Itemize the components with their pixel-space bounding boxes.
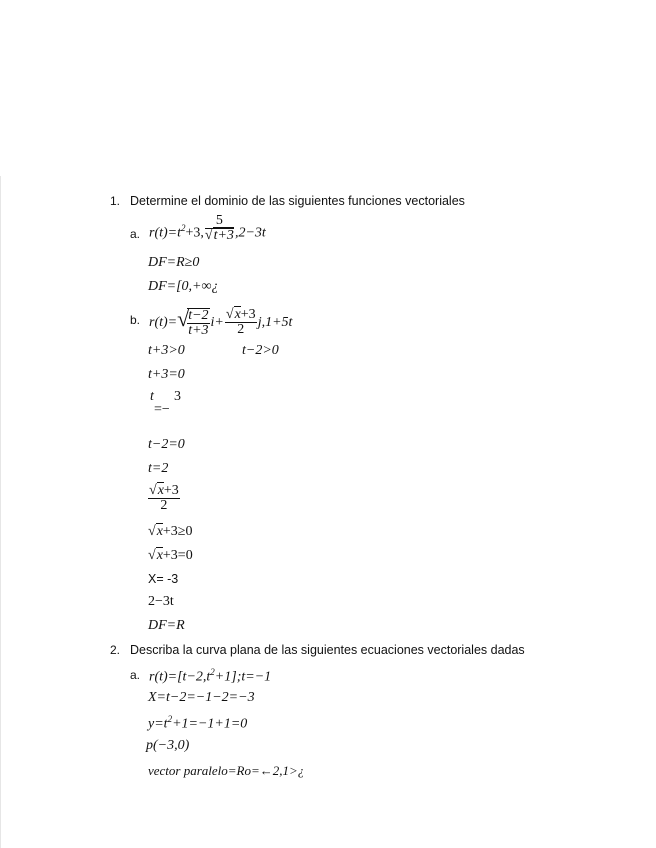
step-2a-4: vector paralelo=Ro=←2,1>¿ [148, 763, 305, 778]
step-2a-2-exp: 2 [167, 714, 173, 724]
fraction-1b-second-denominator: 2 [237, 322, 245, 338]
sqrt-symbol: √ [177, 306, 190, 331]
function-2a-tail: +1];t=−1 [214, 669, 272, 685]
step-1b-3-three: 3 [174, 389, 181, 404]
item-1a [130, 212, 430, 252]
function-1a-head: r(t)=t [149, 225, 181, 241]
page-edge [0, 176, 1, 848]
step-2a-2-tail: +1=−1+1=0 [172, 716, 248, 732]
fraction-step-1b-6-numerator: √x+3 [149, 483, 179, 498]
function-2a-head: r(t)=[t−2,t [149, 669, 211, 685]
function-1a-tail: ,2−3t [234, 225, 266, 241]
function-2a [149, 667, 271, 686]
step-1b-9: X= -3 [148, 572, 179, 586]
step-1b-1-left [148, 343, 185, 359]
step-2a-2-head: y=t [148, 716, 168, 732]
function-1b-tail: j,1+5t [257, 315, 293, 330]
item-1b-label: b. [130, 313, 141, 327]
step-2a-2 [148, 714, 247, 733]
function-1b-i: i+ [210, 315, 224, 330]
function-1a-exp: 2 [181, 223, 186, 233]
step-1b-4: t−2=0 [148, 437, 185, 452]
fraction-1a-numerator: 5 [205, 214, 234, 229]
fraction-1b-second-radicand: x [234, 307, 241, 323]
step-1b-1-left-text: t+3>0 [148, 343, 185, 358]
step-1b-8-radicand: x [156, 548, 163, 563]
function-1b-head: r(t)= [149, 315, 178, 330]
function-1a [149, 212, 266, 243]
function-2a-exp: 2 [210, 667, 215, 677]
item-2a-label: a. [130, 668, 141, 682]
step-1b-11: DF=R [148, 618, 185, 633]
step-1b-2: t+3=0 [148, 367, 185, 382]
function-1b [149, 306, 292, 338]
step-1b-3-t: t [150, 389, 154, 404]
fraction-step-1b-6-radicand: x [157, 483, 164, 498]
question-1-text: Determine el dominio de las siguientes funciones vectoriales [130, 194, 465, 208]
item-1a-label: a. [130, 227, 141, 241]
function-1a-mid: +3, [185, 225, 204, 241]
fraction-1a-radicand: t+3 [213, 227, 234, 243]
step-1b-3-equals: =− [154, 402, 170, 417]
question-2-text: Describa la curva plana de las siguientes ecuaciones vectoriales dadas [130, 643, 525, 657]
step-1b-1-right [242, 343, 279, 359]
step-1b-5: t=2 [148, 461, 169, 476]
step-2a-3: p(−3,0) [146, 738, 190, 753]
step-1b-8-tail: +3=0 [162, 548, 193, 563]
df-1a-line2: DF=[0,+∞¿ [148, 279, 219, 294]
fraction-1b-second-num-tail: +3 [240, 307, 256, 323]
fraction-1b-second-numerator: √x+3 [225, 307, 256, 323]
fraction-1a [205, 214, 234, 243]
step-1b-3 [148, 389, 208, 421]
item-2a [130, 667, 430, 687]
step-1b-7-tail: +3≥0 [162, 524, 193, 539]
step-1b-7-radicand: x [156, 524, 163, 539]
fraction-step-1b-6 [148, 484, 180, 513]
question-2-number: 2. [110, 643, 121, 657]
fraction-1b-numerator: t−2 [188, 307, 209, 323]
step-1b-6 [148, 484, 180, 513]
question-1-number: 1. [110, 194, 121, 208]
fraction-step-1b-6-num-tail: +3 [163, 483, 179, 498]
item-1b [130, 302, 450, 338]
step-2a-1: X=t−2=−1−2=−3 [148, 690, 255, 705]
fraction-step-1b-6-denominator: 2 [160, 498, 168, 513]
df-1a-line1: DF=R≥0 [148, 255, 200, 270]
fraction-1a-denominator: √t+3 [204, 227, 234, 243]
fraction-1b-sqrt [187, 308, 209, 338]
step-1b-8: √x+3=0 [148, 548, 193, 563]
fraction-1b-second [225, 308, 257, 337]
step-1b-1-right-text: t−2>0 [242, 343, 279, 358]
fraction-1b-denominator: t+3 [188, 322, 209, 338]
step-1b-10: 2−3t [148, 594, 174, 609]
step-1b-7: √x+3≥0 [148, 524, 193, 539]
